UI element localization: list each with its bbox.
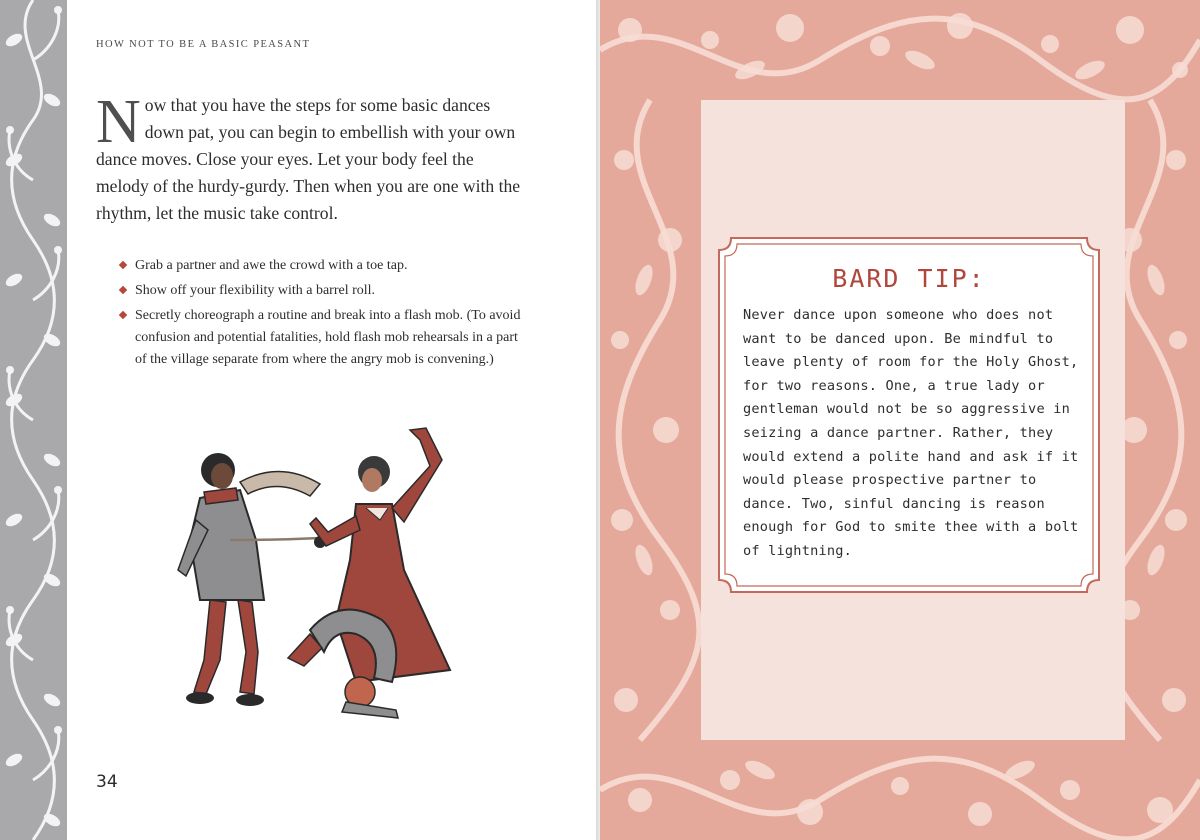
right-page (600, 0, 1200, 840)
tip-title: BARD TIP: (832, 264, 986, 293)
list-item-text: Show off your flexibility with a barrel roll. (135, 283, 376, 298)
list-item-text: Secretly choreograph a routine and break into a flash mob. (To avoid confusion and potential fatalities, hold flash mob rehearsals in a part of the village separate from where the angry mob is convening.) (135, 308, 521, 367)
list-item (120, 305, 532, 371)
list-item (120, 280, 532, 302)
list-item-text: Grab a partner and awe the crowd with a toe tap. (135, 258, 408, 273)
decorative-vine-border (0, 0, 67, 840)
tip-text: Never dance upon someone who does not want to be danced upon. Be mindful to leave plenty of room for the Holy Ghost, for two reasons. One, a true lady or gentleman would not be so aggressive in seizing a dance partner. Rather, they would extend a polite hand and ask if it would please prospective partner to dance. Two, sinful dancing is reason enough for God to smite thee with a bolt of lightning. (743, 307, 1079, 559)
list-item (120, 255, 532, 277)
musician-figure (178, 453, 326, 706)
paragraph-text: ow that you have the steps for some basic dances down pat, you can begin to embellish with your own dance moves. Close your eyes. Let your body feel the melody of the hurdy-gurdy. Then when you are one with the rhythm, let the music take control. (96, 95, 521, 223)
running-head: HOW NOT TO BE A BASIC PEASANT (96, 39, 311, 50)
drop-cap: N (96, 88, 141, 156)
vine-ornament (0, 0, 67, 840)
bard-tip-box (717, 236, 1101, 594)
tips-list (120, 255, 532, 374)
diamond-bullet-icon (119, 311, 127, 319)
tumbler-figure (288, 610, 398, 718)
diamond-bullet-icon (119, 261, 127, 269)
medieval-dancers-illustration (160, 420, 460, 730)
page-number: 34 (96, 772, 118, 792)
left-page (0, 0, 598, 840)
diamond-bullet-icon (119, 286, 127, 294)
body-paragraph (96, 88, 528, 227)
